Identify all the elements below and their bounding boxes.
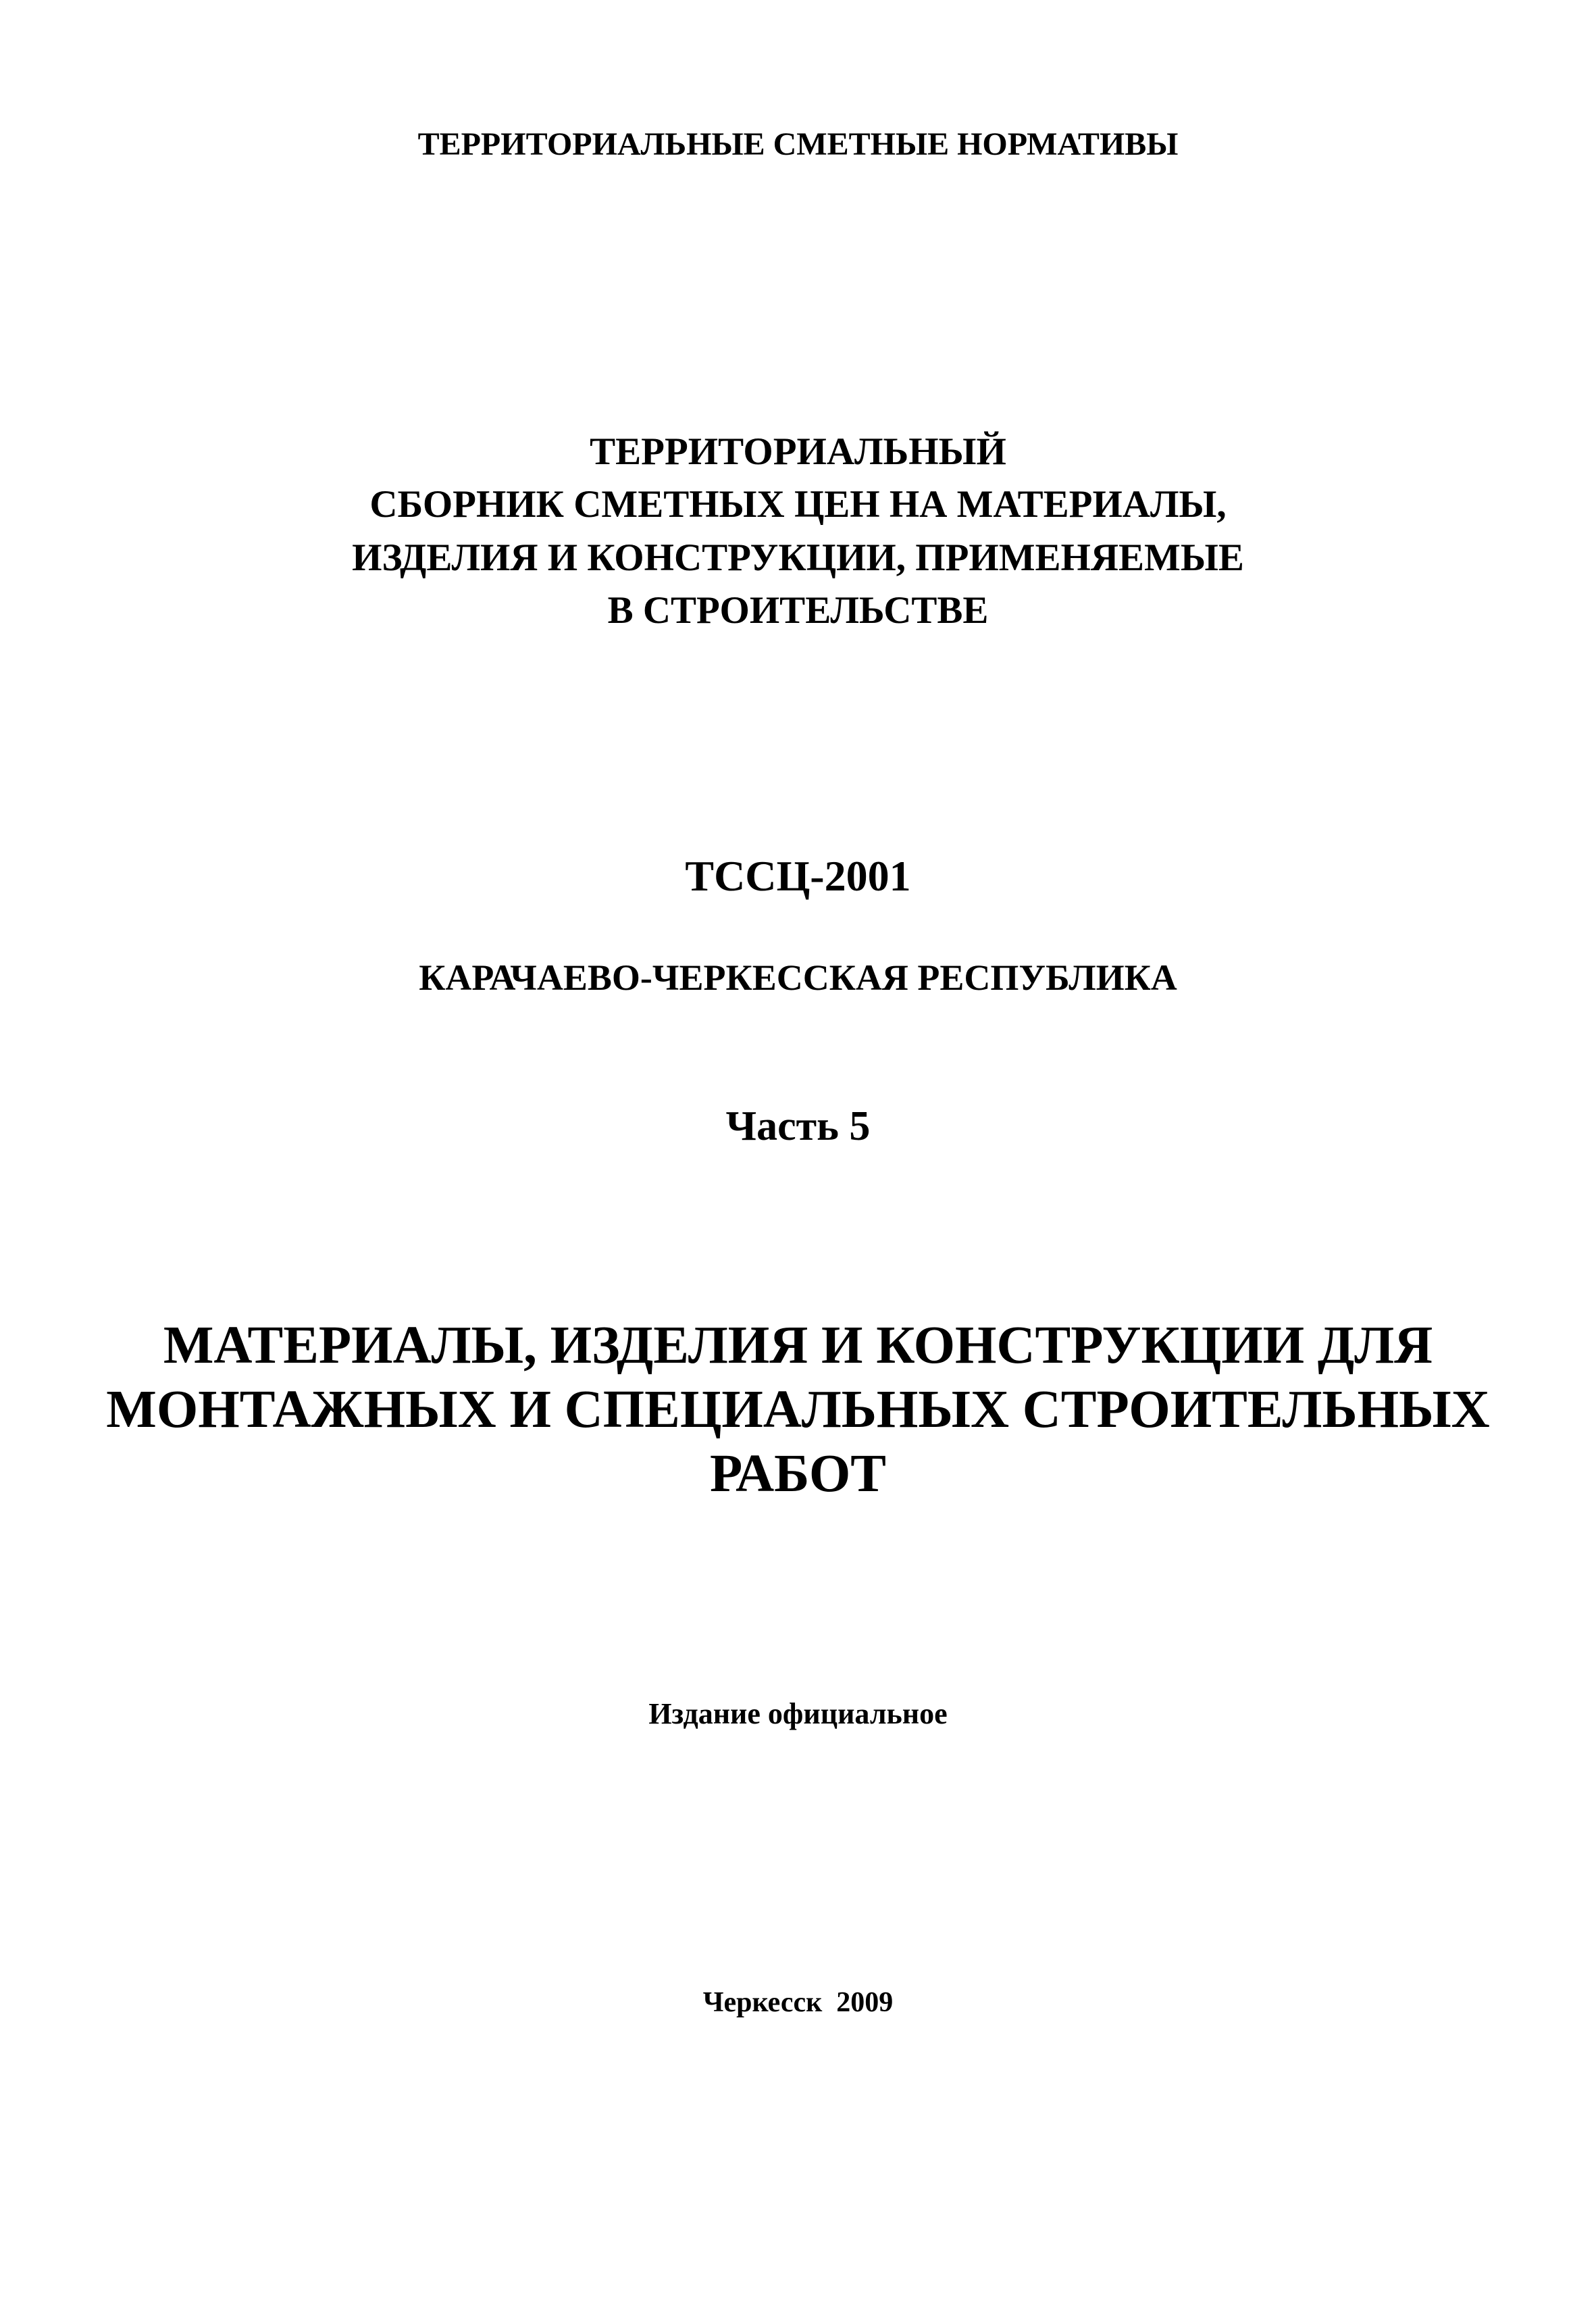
collection-title-line: В СТРОИТЕЛЬСТВЕ (607, 589, 989, 632)
main-title-line: МОНТАЖНЫХ И СПЕЦИАЛЬНЫХ СТРОИТЕЛЬНЫХ (106, 1380, 1490, 1439)
collection-title-line: ТЕРРИТОРИАЛЬНЫЙ (590, 430, 1006, 473)
collection-title-line: ИЗДЕЛИЯ И КОНСТРУКЦИИ, ПРИМЕНЯЕМЫЕ (352, 536, 1244, 579)
main-title-line: МАТЕРИАЛЫ, ИЗДЕЛИЯ И КОНСТРУКЦИИ ДЛЯ (163, 1316, 1433, 1375)
region-name: КАРАЧАЕВО-ЧЕРКЕССКАЯ РЕСПУБЛИКА (419, 957, 1177, 998)
document-code: ТССЦ-2001 (685, 852, 911, 900)
series-title: ТЕРРИТОРИАЛЬНЫЕ СМЕТНЫЕ НОРМАТИВЫ (417, 126, 1179, 162)
part-number: Часть 5 (725, 1103, 871, 1149)
collection-title-line: СБОРНИК СМЕТНЫХ ЦЕН НА МАТЕРИАЛЫ, (369, 483, 1227, 526)
place-and-year: Черкесск 2009 (702, 1987, 894, 2018)
edition-note: Издание официальное (648, 1697, 948, 1730)
main-title-line: РАБОТ (709, 1444, 887, 1503)
